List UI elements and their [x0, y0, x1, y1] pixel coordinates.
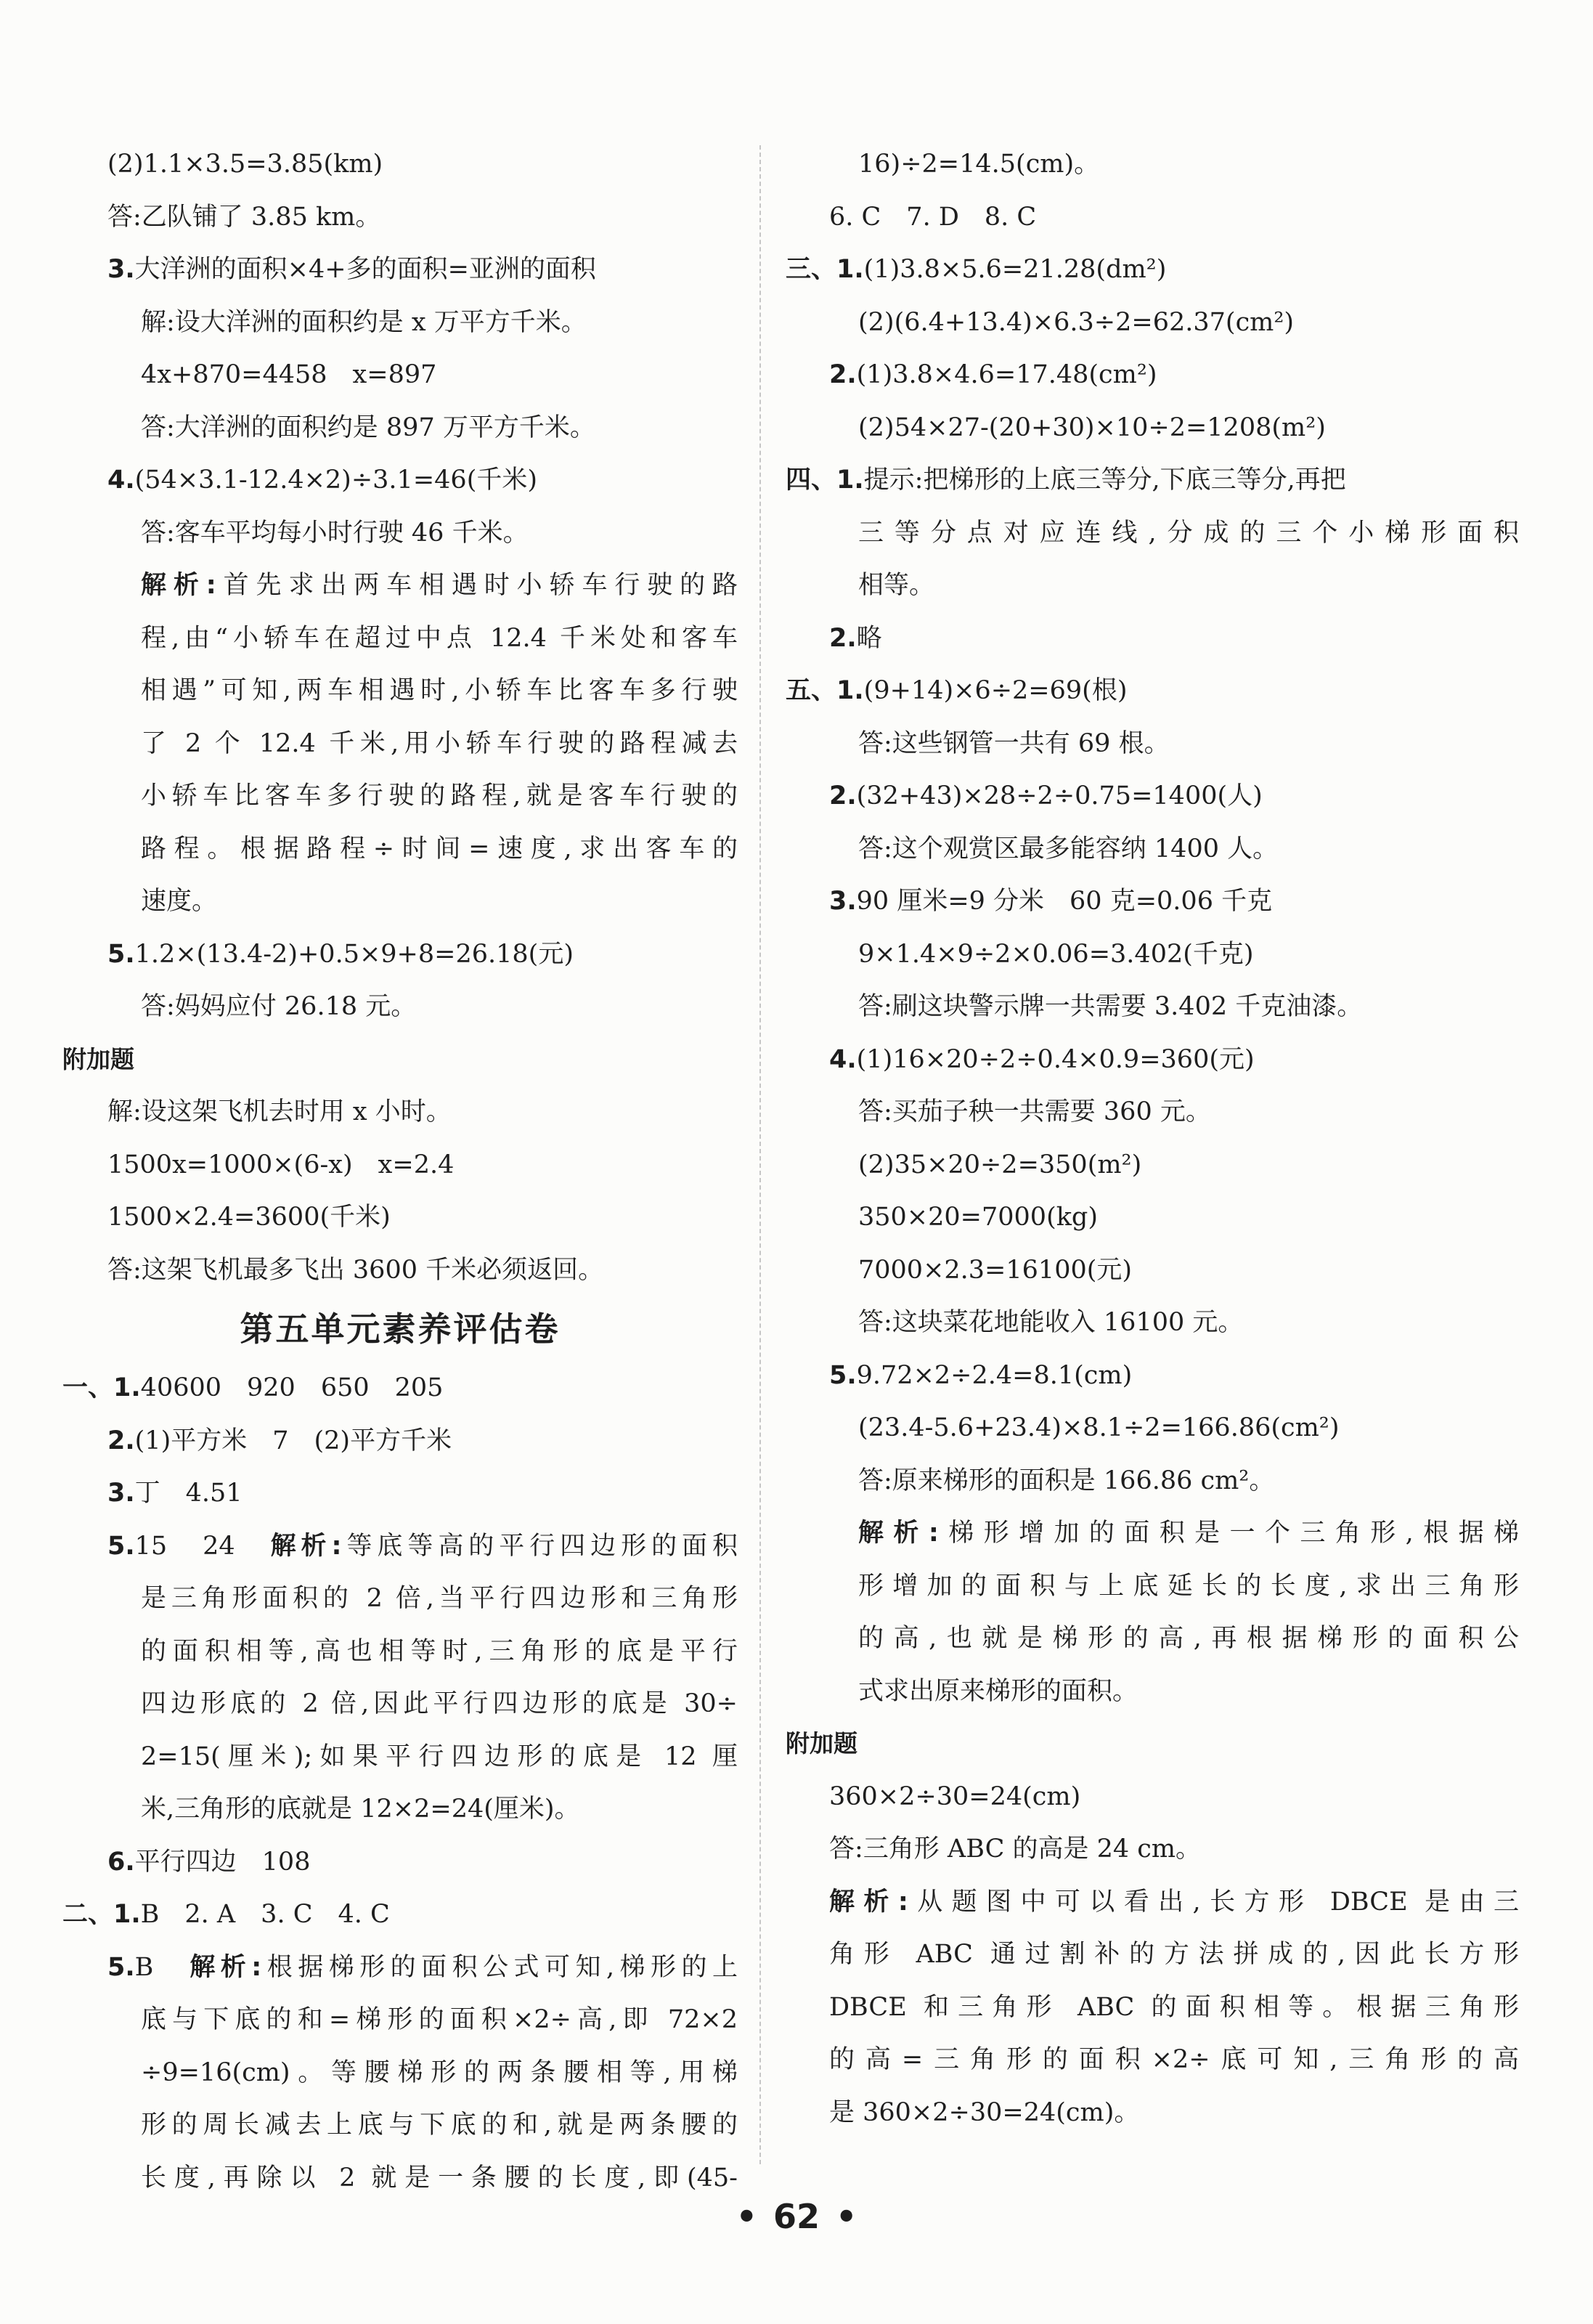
- item-text: B 2. A 3. C 4. C: [140, 1900, 390, 1929]
- text-line: (2)1.1×3.5=3.85(km): [107, 150, 383, 179]
- text-line: 答:这架飞机最多飞出 3600 千米必须返回。: [107, 1255, 604, 1285]
- section-number: 一、: [62, 1373, 114, 1402]
- text-line: 1500×2.4=3600(千米): [107, 1203, 391, 1232]
- item-text: 大洋洲的面积×4+多的面积=亚洲的面积: [134, 255, 596, 284]
- text-line: 米,三角形的底就是 12×2=24(厘米)。: [141, 1795, 580, 1824]
- section-number: 四、: [786, 466, 837, 495]
- item-number: 5.: [107, 1531, 135, 1561]
- numbered-item: [62, 1520, 738, 1573]
- section-item: [786, 243, 1519, 296]
- item-text: 丁 4.51: [134, 1479, 243, 1508]
- item-number: 1.: [836, 466, 864, 495]
- text-line: 解:设大洋洲的面积约是 x 万平方千米。: [141, 307, 587, 337]
- text-line: 16)÷2=14.5(cm)。: [858, 150, 1100, 179]
- text-line: 底与下底的和=梯形的面积×2÷高,即 72×2: [141, 2005, 738, 2034]
- numbered-item: [786, 875, 1519, 928]
- text-line: 答:原来梯形的面积是 166.86 cm²。: [858, 1466, 1275, 1495]
- text-line: (2)(6.4+13.4)×6.3÷2=62.37(cm²): [858, 307, 1295, 337]
- item-number: 2.: [107, 1426, 135, 1455]
- text-line: (23.4-5.6+23.4)×8.1÷2=166.86(cm²): [858, 1413, 1340, 1442]
- text-line: 了 2 个 12.4 千米,用小轿车行驶的路程减去: [141, 728, 738, 758]
- item-number: 1.: [113, 1373, 141, 1402]
- text-line: 速度。: [141, 887, 218, 916]
- page-number: [0, 2197, 1593, 2236]
- analysis-label: 解析:: [829, 1887, 908, 1917]
- analysis-text: 首先求出两车相遇时小轿车行驶的路: [216, 571, 738, 600]
- numbered-item: [786, 612, 1519, 665]
- numbered-item: [786, 349, 1519, 402]
- text-line: 答:刷这块警示牌一共需要 3.402 千克油漆。: [858, 992, 1363, 1021]
- analysis-text: 根据梯形的面积公式可知,梯形的上: [261, 1952, 738, 1982]
- numbered-item: [786, 1033, 1519, 1086]
- item-text: (9+14)×6÷2=69(根): [863, 676, 1128, 705]
- analysis-text: 等底等高的平行四边形的面积: [341, 1531, 738, 1561]
- text-line: (2)35×20÷2=350(m²): [858, 1150, 1142, 1179]
- item-text: (1)3.8×4.6=17.48(cm²): [856, 360, 1157, 389]
- section-title: 第五单元素养评估卷: [240, 1309, 561, 1349]
- item-text: 40600 920 650 205: [140, 1373, 444, 1402]
- text-line: 长度,再除以 2 就是一条腰的长度,即(45-: [141, 2163, 738, 2193]
- text-line: 答:客车平均每小时行驶 46 千米。: [141, 518, 529, 548]
- item-text: (32+43)×28÷2÷0.75=1400(人): [856, 781, 1263, 810]
- item-number: 4.: [107, 466, 135, 495]
- item-text: (1)平方米 7 (2)平方千米: [134, 1426, 452, 1455]
- numbered-item: [62, 1941, 738, 1994]
- section-number: 三、: [786, 255, 837, 284]
- right-column: [786, 138, 1519, 2139]
- item-text: (1)16×20÷2÷0.4×0.9=360(元): [856, 1044, 1255, 1074]
- page-dot-left: •: [736, 2197, 757, 2236]
- numbered-item: [62, 928, 738, 981]
- text-line: DBCE 和三角形 ABC 的面积相等。根据三角形: [829, 1992, 1519, 2022]
- text-line: 答:这块菜花地能收入 16100 元。: [858, 1308, 1244, 1337]
- left-column: [62, 138, 738, 2204]
- analysis-text: 从题图中可以看出,长方形 DBCE 是由三: [908, 1887, 1519, 1917]
- text-line: 小轿车比客车多行驶的路程,就是客车行驶的: [141, 781, 738, 810]
- analysis-line: [786, 1876, 1519, 1929]
- text-line: 9×1.4×9÷2×0.06=3.402(千克): [858, 939, 1254, 969]
- text-line: 相遇”可知,两车相遇时,小轿车比客车多行驶: [141, 676, 738, 705]
- analysis-text: 梯形增加的面积是一个三角形,根据梯: [938, 1519, 1519, 1548]
- text-line: 答:三角形 ABC 的高是 24 cm。: [829, 1835, 1202, 1864]
- numbered-item: [786, 770, 1519, 823]
- analysis-line: [62, 559, 738, 612]
- item-number: 5.: [107, 1952, 135, 1982]
- text-line: 答:大洋洲的面积约是 897 万平方千米。: [141, 413, 595, 442]
- text-line: 解:设这架飞机去时用 x 小时。: [107, 1097, 452, 1126]
- section-item: [786, 665, 1519, 718]
- page-number-value: 62: [773, 2197, 820, 2236]
- item-number: 6.: [107, 1847, 135, 1877]
- item-number: 5.: [107, 939, 135, 969]
- numbered-item: [786, 1349, 1519, 1402]
- item-number: 3.: [107, 1479, 135, 1508]
- item-number: 1.: [836, 676, 864, 705]
- text-line: 7000×2.3=16100(元): [858, 1255, 1133, 1285]
- numbered-item: [62, 243, 738, 296]
- bonus-heading: 附加题: [62, 1044, 134, 1073]
- text-line: 6. C 7. D 8. C: [829, 202, 1037, 232]
- item-text: 提示:把梯形的上底三等分,下底三等分,再把: [863, 466, 1346, 495]
- item-text: 9.72×2÷2.4=8.1(cm): [856, 1360, 1133, 1390]
- text-line: 三等分点对应连线,分成的三个小梯形面积: [858, 518, 1519, 548]
- numbered-item: [62, 454, 738, 507]
- text-line: 式求出原来梯形的面积。: [858, 1676, 1138, 1706]
- text-line: 四边形底的 2 倍,因此平行四边形的底是 30÷: [141, 1689, 738, 1718]
- item-number: 5.: [829, 1360, 857, 1390]
- analysis-label: 解析:: [141, 571, 216, 600]
- text-line: 形增加的面积与上底延长的长度,求出三角形: [858, 1571, 1519, 1601]
- item-number: 1.: [113, 1900, 141, 1929]
- item-text: 90 厘米=9 分米 60 克=0.06 千克: [856, 887, 1273, 916]
- analysis-line: [786, 1507, 1519, 1560]
- text-line: 的面积相等,高也相等时,三角形的底是平行: [141, 1636, 738, 1666]
- item-number: 2.: [829, 360, 857, 389]
- item-number: 2.: [829, 623, 857, 653]
- item-number: 1.: [836, 255, 864, 284]
- section-number: 五、: [786, 676, 837, 705]
- bonus-heading: 附加题: [786, 1729, 857, 1758]
- text-line: 路程。根据路程÷时间=速度,求出客车的: [141, 834, 738, 864]
- text-line: ÷9=16(cm)。等腰梯形的两条腰相等,用梯: [141, 2057, 738, 2087]
- section-number: 二、: [62, 1900, 114, 1929]
- item-text: 1.2×(13.4-2)+0.5×9+8=26.18(元): [134, 939, 574, 969]
- text-line: 1500x=1000×(6-x) x=2.4: [107, 1150, 455, 1179]
- text-line: 是三角形面积的 2 倍,当平行四边形和三角形: [141, 1584, 738, 1613]
- text-line: 相等。: [858, 571, 935, 600]
- text-line: 形的周长减去上底与下底的和,就是两条腰的: [141, 2110, 738, 2140]
- item-text: (54×3.1-12.4×2)÷3.1=46(千米): [134, 466, 537, 495]
- numbered-item: [62, 1836, 738, 1889]
- text-line: 的高=三角形的面积×2÷底可知,三角形的高: [829, 2045, 1519, 2074]
- item-text: (1)3.8×5.6=21.28(dm²): [863, 255, 1167, 284]
- text-line: 程,由“小轿车在超过中点 12.4 千米处和客车: [141, 623, 738, 653]
- text-line: 答:买茄子秧一共需要 360 元。: [858, 1097, 1211, 1126]
- text-line: 答:乙队铺了 3.85 km。: [107, 202, 381, 232]
- item-answer: 15 24: [134, 1531, 271, 1561]
- text-line: 350×20=7000(kg): [858, 1203, 1098, 1232]
- text-line: 答:这些钢管一共有 69 根。: [858, 728, 1170, 758]
- text-line: 的高,也就是梯形的高,再根据梯形的面积公: [858, 1624, 1519, 1653]
- numbered-item: [62, 1415, 738, 1468]
- item-text: 略: [856, 623, 882, 653]
- text-line: 答:妈妈应付 26.18 元。: [141, 992, 417, 1021]
- text-line: 角形 ABC 通过割补的方法拼成的,因此长方形: [829, 1940, 1519, 1969]
- item-number: 3.: [829, 887, 857, 916]
- text-line: 答:这个观赏区最多能容纳 1400 人。: [858, 834, 1279, 864]
- numbered-item: [62, 1467, 738, 1520]
- item-number: 4.: [829, 1044, 857, 1074]
- text-line: 是 360×2÷30=24(cm)。: [829, 2097, 1140, 2127]
- section-item: [786, 454, 1519, 507]
- page-dot-right: •: [836, 2197, 857, 2236]
- item-text: 平行四边 108: [134, 1847, 311, 1877]
- item-number: 2.: [829, 781, 857, 810]
- section-item: [62, 1362, 738, 1415]
- column-divider: [759, 145, 761, 2164]
- section-item: [62, 1888, 738, 1941]
- text-line: 2=15(厘米);如果平行四边形的底是 12 厘: [141, 1742, 738, 1771]
- text-line: 360×2÷30=24(cm): [829, 1781, 1081, 1811]
- analysis-label: 解析:: [858, 1519, 939, 1548]
- item-answer: B: [134, 1952, 190, 1982]
- analysis-label: 解析:: [190, 1952, 262, 1982]
- analysis-label: 解析:: [270, 1531, 342, 1561]
- text-line: 4x+870=4458 x=897: [141, 360, 437, 389]
- item-number: 3.: [107, 255, 135, 284]
- text-line: (2)54×27-(20+30)×10÷2=1208(m²): [858, 413, 1326, 442]
